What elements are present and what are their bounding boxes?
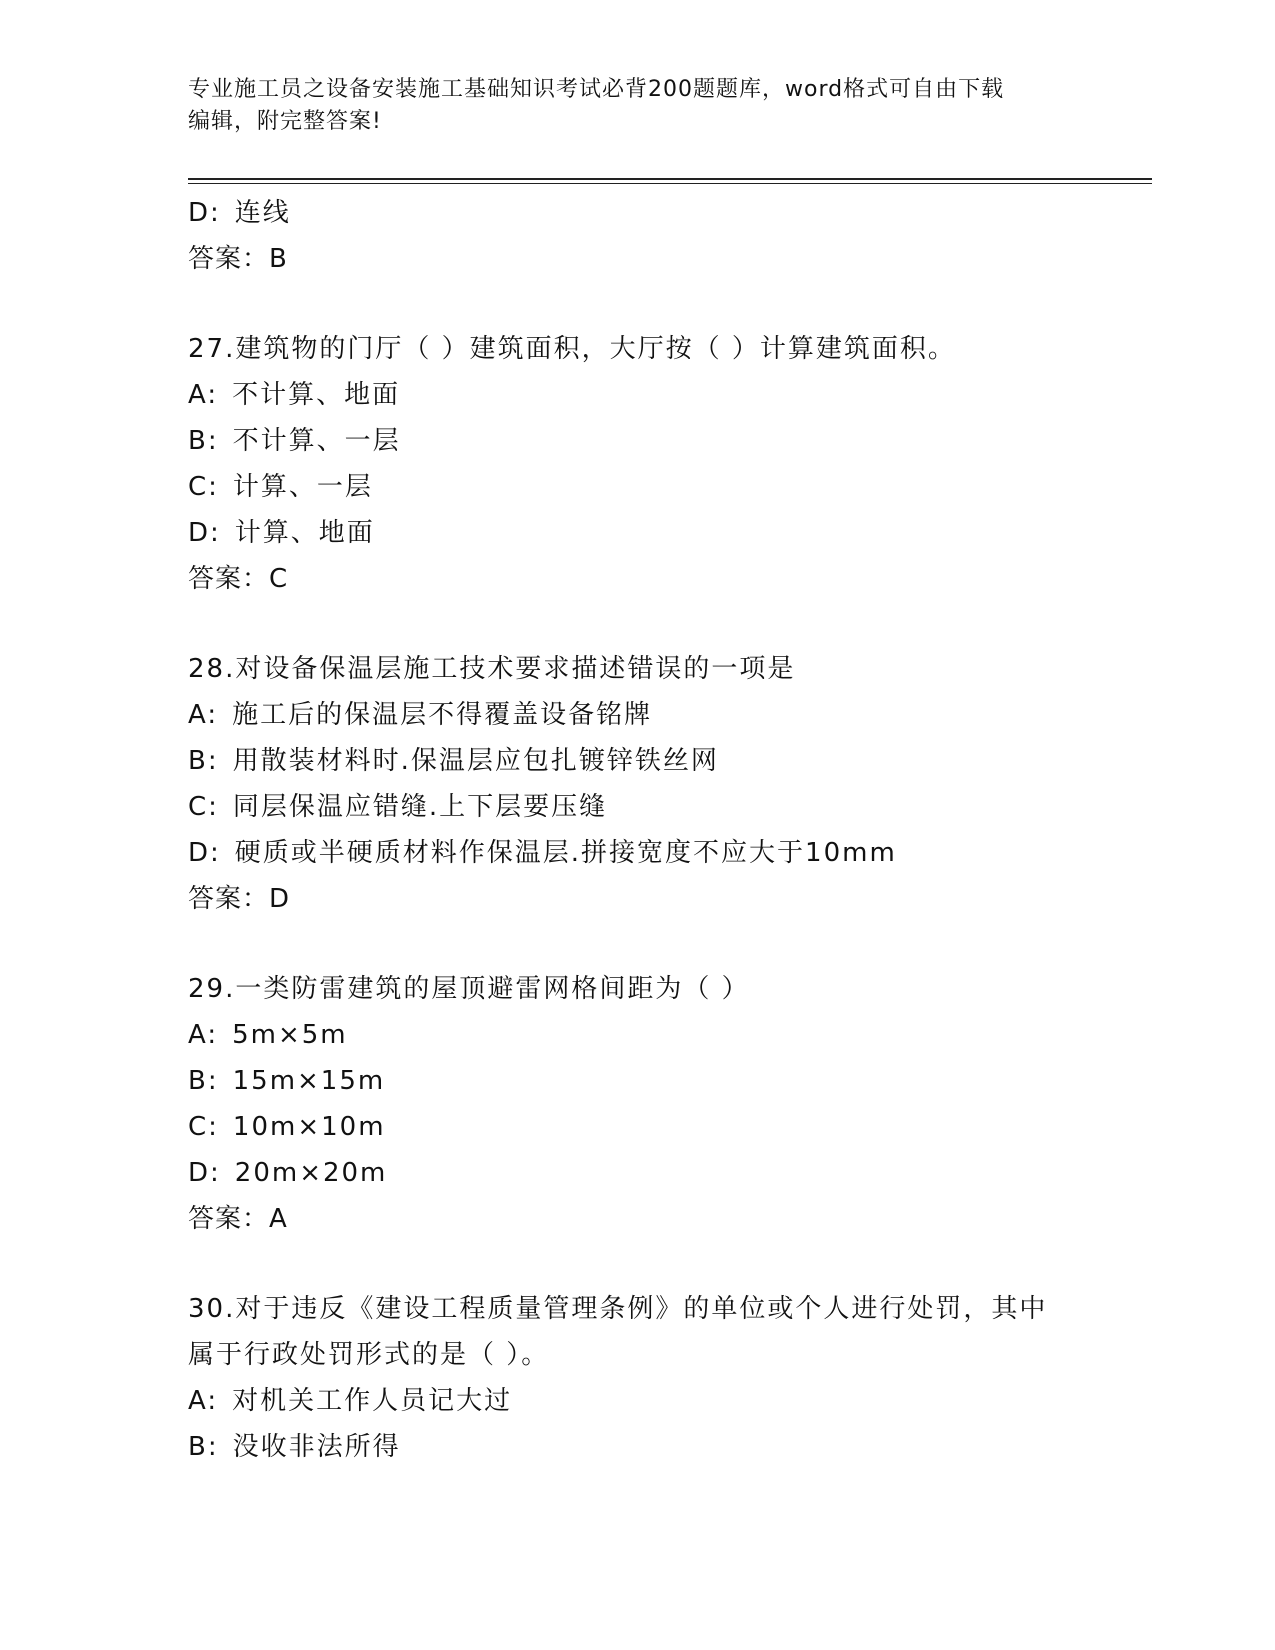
option-line [188, 784, 1088, 830]
option-letter: B: [188, 1066, 219, 1096]
option-text: 用散装材料时.保温层应包扎镀锌铁丝网 [232, 746, 719, 776]
option-line [188, 464, 1088, 510]
question-block [188, 646, 1088, 922]
answer-label: 答案： [188, 564, 270, 594]
option-line [188, 372, 1088, 418]
option-text: 没收非法所得 [232, 1432, 401, 1462]
option-letter: B: [188, 1432, 219, 1462]
option-line [188, 1378, 1088, 1424]
option-text: 15m×15m [232, 1066, 386, 1096]
option-letter: B: [188, 426, 219, 456]
question-stem: 28.对设备保温层施工技术要求描述错误的一项是 [188, 654, 796, 684]
option-line [188, 692, 1088, 738]
option-line [188, 1150, 1088, 1196]
header-rule-thick [188, 178, 1152, 180]
option-text: 施工后的保温层不得覆盖设备铭牌 [232, 700, 653, 730]
option-line [188, 510, 1088, 556]
answer-line [188, 1196, 1088, 1242]
answer-label: 答案： [188, 244, 270, 274]
question-block [188, 1286, 1088, 1470]
option-text: 20m×20m [234, 1158, 388, 1188]
question-stem: 29.一类防雷建筑的屋顶避雷网格间距为（ ） [188, 974, 750, 1004]
answer-value: B [269, 244, 288, 274]
option-line [188, 1058, 1088, 1104]
option-text: 不计算、一层 [232, 426, 401, 456]
option-letter: D: [188, 518, 221, 548]
option-text: 硬质或半硬质材料作保温层.拼接宽度不应大于10mm [234, 838, 897, 868]
answer-label: 答案： [188, 884, 270, 914]
option-letter: D: [188, 1158, 221, 1188]
answer-line [188, 556, 1088, 602]
header-rule-thin [188, 183, 1152, 184]
answer-line [188, 236, 1088, 282]
header-line-1: 专业施工员之设备安装施工基础知识考试必背200题题库，word格式可自由下载 [188, 77, 1005, 102]
option-letter: C: [188, 472, 219, 502]
question-stem-line-2: 属于行政处罚形式的是（ ）。 [188, 1340, 550, 1370]
option-text: 连线 [234, 198, 291, 228]
option-text: 计算、一层 [232, 472, 373, 502]
answer-label: 答案： [188, 1204, 270, 1234]
header-line-2: 编辑，附完整答案! [188, 109, 382, 134]
question-block [188, 966, 1088, 1242]
question-stem: 27.建筑物的门厅（ ）建筑面积，大厅按（ ）计算建筑面积。 [188, 334, 956, 364]
option-letter: A: [188, 380, 219, 410]
option-line [188, 1012, 1088, 1058]
option-line [188, 190, 1088, 236]
question-list [188, 190, 1088, 1470]
option-letter: D: [188, 198, 221, 228]
option-text: 同层保温应错缝.上下层要压缝 [232, 792, 608, 822]
option-text: 5m×5m [232, 1020, 348, 1050]
option-line [188, 738, 1088, 784]
option-letter: D: [188, 838, 221, 868]
option-text: 对机关工作人员记大过 [232, 1386, 513, 1416]
answer-value: C [269, 564, 289, 594]
option-text: 10m×10m [232, 1112, 386, 1142]
option-letter: A: [188, 1020, 219, 1050]
option-text: 不计算、地面 [232, 380, 401, 410]
option-letter: B: [188, 746, 219, 776]
option-letter: A: [188, 700, 219, 730]
option-line [188, 1104, 1088, 1150]
question-block [188, 326, 1088, 602]
option-letter: C: [188, 792, 219, 822]
answer-value: D [269, 884, 291, 914]
option-line [188, 1424, 1088, 1470]
question-stem-line-1: 30.对于违反《建设工程质量管理条例》的单位或个人进行处罚，其中 [188, 1294, 1048, 1324]
option-letter: C: [188, 1112, 219, 1142]
answer-value: A [269, 1204, 288, 1234]
option-letter: A: [188, 1386, 219, 1416]
option-line [188, 830, 1088, 876]
answer-line [188, 876, 1088, 922]
document-header [188, 74, 1088, 138]
option-text: 计算、地面 [234, 518, 375, 548]
option-line [188, 418, 1088, 464]
